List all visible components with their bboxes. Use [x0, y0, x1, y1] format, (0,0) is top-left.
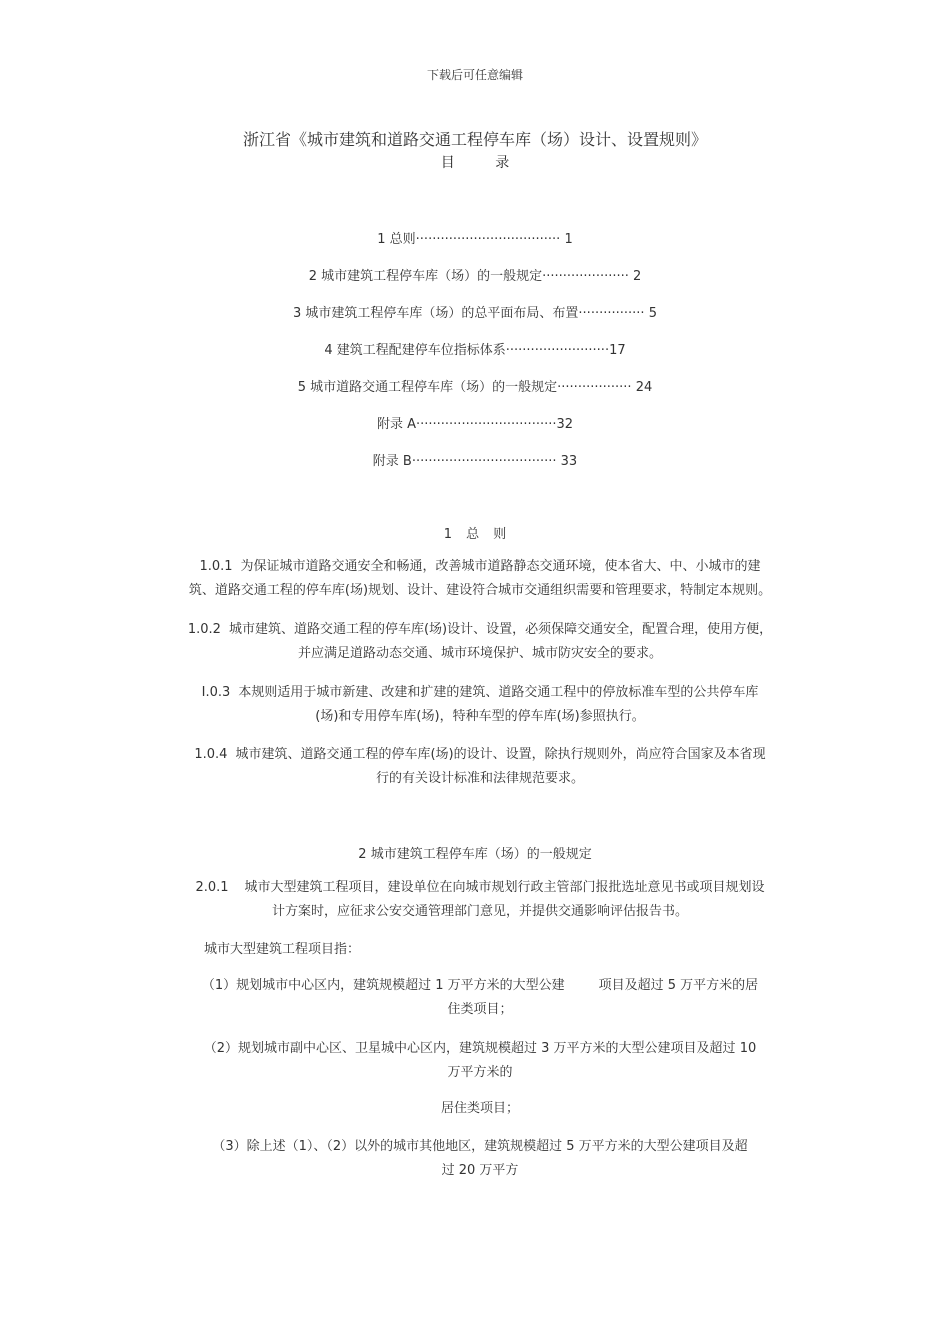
toc-entry[interactable] — [0, 450, 950, 469]
clause-number: I.0.3 — [201, 685, 231, 700]
clause-text-line: 行的有关设计标准和法律规范要求。 — [375, 771, 584, 786]
toc-entry-leader: ················ — [578, 306, 645, 321]
clause — [150, 555, 810, 603]
toc-entry[interactable] — [0, 228, 950, 247]
clause-text-line: 城市大型建筑工程项目，建设单位在向城市规划行政主管部门报批选址意见书或项目规划设 — [244, 880, 765, 895]
clause-text-line: 为保证城市道路交通安全和畅通，改善城市道路静态交通环境，使本省大、中、小城市的建 — [240, 559, 761, 574]
clause — [150, 743, 810, 791]
list-item — [150, 1037, 810, 1085]
clause — [150, 876, 810, 924]
toc-entry[interactable] — [0, 339, 950, 358]
toc-entry[interactable] — [0, 413, 950, 432]
toc-entry-page: 17 — [609, 343, 626, 358]
toc-entry-label: 1 总则 — [377, 232, 416, 247]
toc-entry-leader: ·················· — [557, 380, 632, 395]
clause-text-line: 计方案时，应征求公安交通管理部门意见，并提供交通影响评估报告书。 — [271, 904, 688, 919]
list-item-text: （2）规划城市副中心区、卫星城中心区内，建筑规模超过 3 万平方米的大型公建项目及超过 10 — [203, 1041, 757, 1056]
toc-entry-leader: ························· — [505, 343, 610, 358]
list-item-text: 项目及超过 5 万平方米的居 — [598, 978, 759, 993]
list-item — [150, 1097, 810, 1121]
clause-number: 1.0.2 — [187, 622, 221, 637]
toc-entry-label: 附录 A — [376, 417, 416, 432]
toc-entry-leader: ··································· — [411, 454, 557, 469]
toc-entry-label: 附录 B — [372, 454, 412, 469]
clause-number: 1.0.4 — [194, 747, 228, 762]
clause-text-line: 筑、道路交通工程的停车库(场)规划、设计、建设符合城市交通组织需要和管理要求，特制定本规则。 — [188, 583, 772, 598]
list-item-text: 过 20 万平方 — [441, 1163, 519, 1178]
section-heading: 1 总 则 — [443, 527, 507, 542]
list-item — [150, 1135, 810, 1183]
toc-entry-page: 24 — [635, 380, 653, 395]
clause-number: 2.0.1 — [195, 880, 229, 895]
toc-entry-leader: ··································· — [415, 232, 561, 247]
toc-entry-label: 3 城市建筑工程停车库（场）的总平面布局、布置 — [293, 306, 579, 321]
list-item-text: 万平方米的 — [447, 1065, 513, 1080]
toc-entry-page: 2 — [633, 269, 642, 284]
toc-entry-page: 32 — [556, 417, 574, 432]
clause-text-line: 城市建筑、道路交通工程的停车库(场)设计、设置，必须保障交通安全，配置合理，使用方便， — [228, 622, 773, 637]
toc-entry-label: 5 城市道路交通工程停车库（场）的一般规定 — [297, 380, 558, 395]
clause — [150, 618, 810, 666]
section-heading: 2 城市建筑工程停车库（场）的一般规定 — [358, 847, 592, 862]
clause-text-line: 城市建筑、道路交通工程的停车库(场)的设计、设置，除执行规则外，尚应符合国家及本省现 — [235, 747, 766, 762]
toc-entry-leader: ·································· — [415, 417, 557, 432]
clause-text-line: (场)和专用停车库(场)，特种车型的停车库(场)参照执行。 — [315, 709, 645, 724]
clause-text-line: 并应满足道路动态交通、城市环境保护、城市防灾安全的要求。 — [297, 646, 662, 661]
list-item-text: 居住类项目； — [440, 1101, 519, 1116]
list-item-text: （3）除上述（1）、（2）以外的城市其他地区，建筑规模超过 5 万平方米的大型公建项目及超 — [212, 1139, 748, 1154]
toc-entry-label: 4 建筑工程配建停车位指标体系 — [324, 343, 506, 358]
toc-entry-leader: ····················· — [542, 269, 629, 284]
toc-entry[interactable] — [0, 376, 950, 395]
list-item-text: 住类项目； — [447, 1002, 513, 1017]
clause-text-line: 本规则适用于城市新建、改建和扩建的建筑、道路交通工程中的停放标准车型的公共停车库 — [238, 685, 759, 700]
toc-entry-page: 5 — [648, 306, 657, 321]
document-title: 浙江省《城市建筑和道路交通工程停车库（场）设计、设置规则》 — [242, 130, 707, 149]
list-item — [150, 974, 810, 1022]
clause-number: 1.0.1 — [199, 559, 233, 574]
page-header: 下载后可任意编辑 — [426, 68, 523, 82]
clause — [150, 681, 810, 729]
intro-text: 城市大型建筑工程项目指： — [204, 942, 361, 957]
toc-heading: 目 录 — [440, 155, 528, 171]
toc-entry[interactable] — [0, 302, 950, 321]
toc-entry-page: 1 — [564, 232, 573, 247]
toc-entry-label: 2 城市建筑工程停车库（场）的一般规定 — [308, 269, 543, 284]
toc-entry-page: 33 — [560, 454, 578, 469]
toc-entry[interactable] — [0, 265, 950, 284]
list-item-text: （1）规划城市中心区内，建筑规模超过 1 万平方米的大型公建 — [201, 978, 565, 993]
